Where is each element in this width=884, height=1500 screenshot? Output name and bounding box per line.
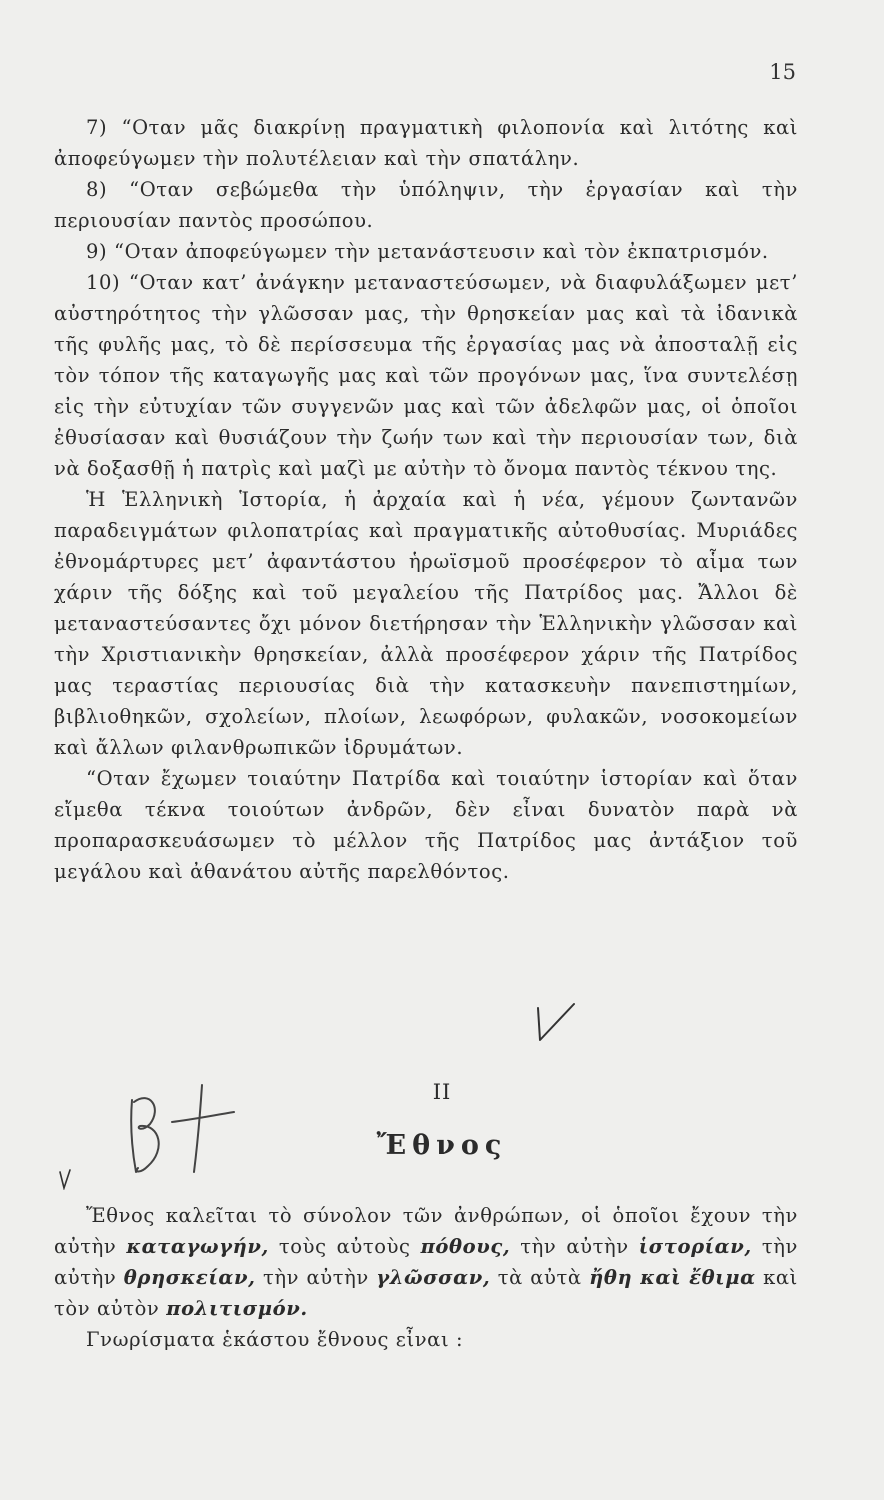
paragraph-10: 10) “Οταν κατ’ ἀνάγκην μεταναστεύσωμεν, νὰ διαφυλάξωμεν μετ’ αὐστηρότητος τὴν γλῶσσαν μας, τὴν θρησκείαν μας καὶ τὰ ἰδανικὰ τῆς φυλῆς μας, τὸ δὲ περίσσευμα τῆς ἐργασίας μας νὰ ἀποσταλῇ εἰς τὸν τόπον τῆς καταγωγῆς μας καὶ τῶν προγόνων μας, ἵνα συντελέσῃ εἰς τὴν εὐτυχίαν τῶν συγγενῶν μας καὶ τῶν ἀδελφῶν μας, οἱ ὁποῖοι ἐθυσίασαν καὶ θυσιάζουν τὴν ζωήν των καὶ τὴν περιουσίαν των, διὰ νὰ δοξασθῇ ἡ πατρὶς καὶ μαζὶ με αὐτὴν τὸ ὄνομα παντὸς τέκνου της. bbox=[54, 271, 798, 480]
paragraph-history: Ἡ Ἑλληνικὴ Ἱστορία, ἡ ἀρχαία καὶ ἡ νέα, γέμουν ζωντανῶν παραδειγμάτων φιλοπατρίας καὶ πραγματικῆς αὐτοθυσίας. Μυριάδες ἐθνομάρτυρες μετ’ ἀφαντάστου ἡρωϊσμοῦ προσέφερον τὸ αἷμα των χάριν τῆς δόξης καὶ τοῦ μεγαλείου τῆς Πατρίδος μας. Ἄλλοι δὲ μεταναστεύσαντες ὄχι μόνον διετήρησαν τὴν Ἑλληνικὴν γλῶσσαν καὶ τὴν Χριστιανικὴν θρησκείαν, ἀλλὰ προσέφερον χάριν τῆς Πατρίδος μας τεραστίας περιουσίας διὰ τὴν κατασκευὴν πανεπιστημίων, βιβλιοθηκῶν, σχολείων, πλοίων, λεωφόρων, φυλακῶν, νοσοκομείων καὶ ἄλλων φιλανθρωπικῶν ἱδρυμάτων. bbox=[54, 488, 798, 759]
definition-connector-6: τὰ αὐτὰ bbox=[497, 1266, 582, 1289]
page-number: 15 bbox=[769, 60, 796, 84]
term-desires: πόθους, bbox=[420, 1235, 511, 1258]
term-religion: θρησκείαν, bbox=[123, 1266, 256, 1289]
term-language: γλῶσσαν, bbox=[376, 1266, 491, 1289]
paragraph-8: 8) “Οταν σεβώμεθα τὴν ὑπόληψιν, τὴν ἐργασίαν καὶ τὴν περιουσίαν παντὸς προσώπου. bbox=[54, 178, 798, 232]
definition-connector-4: τὴν αὐτὴν bbox=[54, 1235, 798, 1289]
small-check-mark bbox=[58, 1168, 74, 1190]
paragraph-7: 7) “Οταν μᾶς διακρίνῃ πραγματικὴ φιλοπονία καὶ λιτότης καὶ ἀποφεύγωμεν τὴν πολυτέλειαν καὶ τὴν σπατάλην. bbox=[54, 116, 798, 170]
section-title: Ἔθνος bbox=[376, 1130, 508, 1161]
term-customs: ἤθη καὶ ἔθιμα bbox=[589, 1266, 756, 1289]
definition-text bbox=[54, 1200, 798, 1355]
definition-paragraph bbox=[54, 1200, 798, 1324]
paragraph-conclusion: “Οταν ἔχωμεν τοιαύτην Πατρίδα καὶ τοιαύτην ἱστορίαν καὶ ὅταν εἴμεθα τέκνα τοιούτων ἀνδρῶν, δὲν εἶναι δυνατὸν παρὰ νὰ προπαρασκευάσωμεν τὸ μέλλον τῆς Πατρίδος μας ἀντάξιον τοῦ μεγάλου καὶ ἀθανάτου αὐτῆς παρελθόντος. bbox=[54, 767, 798, 883]
definition-connector-5: τὴν αὐτὴν bbox=[262, 1266, 369, 1289]
definition-connector-7: καὶ τὸν αὐτὸν bbox=[54, 1266, 798, 1320]
definition-intro: Ἔθνος καλεῖται τὸ σύνολον τῶν ἀνθρώπων, οἱ ὁποῖοι ἔχουν τὴν αὐτὴν bbox=[54, 1204, 798, 1258]
term-history: ἱστορίαν, bbox=[638, 1235, 752, 1258]
section-numeral: II bbox=[432, 1080, 452, 1104]
characteristics-line: Γνωρίσματα ἑκάστου ἔθνους εἶναι : bbox=[86, 1328, 464, 1351]
main-text bbox=[54, 112, 798, 887]
definition-connector-2: τοὺς αὐτοὺς bbox=[278, 1235, 411, 1258]
handwritten-check-mark bbox=[530, 1000, 580, 1044]
definition-connector-3: τὴν αὐτὴν bbox=[520, 1235, 629, 1258]
paragraph-9: 9) “Οταν ἀποφεύγωμεν τὴν μετανάστευσιν καὶ τὸν ἐκπατρισμόν. bbox=[86, 240, 769, 263]
term-civilization: πολιτισμόν. bbox=[166, 1297, 308, 1320]
term-origin: καταγωγήν, bbox=[126, 1235, 269, 1258]
